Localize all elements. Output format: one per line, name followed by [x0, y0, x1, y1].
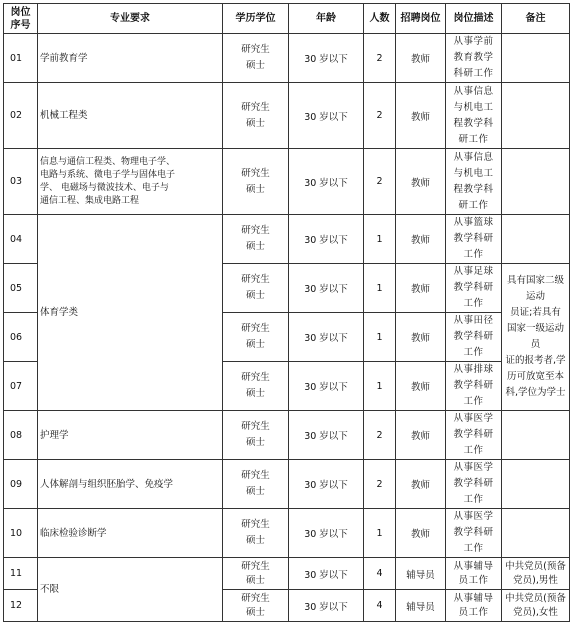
edu-cell: 研究生 硕士 — [223, 215, 289, 264]
edu-cell: 研究生 硕士 — [223, 313, 289, 362]
header-seq: 岗位序号 — [4, 4, 38, 34]
age-cell: 30 岁以下 — [289, 149, 364, 215]
table-row — [4, 411, 570, 460]
edu-cell: 研究生 硕士 — [223, 264, 289, 313]
edu-cell: 研究生 硕士 — [223, 83, 289, 149]
major-cell: 信息与通信工程类、物理电子学、 电路与系统、微电子学与固体电子 学、 电磁场与微波技术、电子与 通信工程、集成电路工程 — [38, 149, 223, 215]
age-cell: 30 岁以下 — [289, 264, 364, 313]
note-cell — [502, 460, 570, 509]
age-cell: 30 岁以下 — [289, 215, 364, 264]
count-cell: 1 — [364, 215, 396, 264]
count-cell: 2 — [364, 149, 396, 215]
major-cell: 学前教育学 — [38, 34, 223, 83]
major-cell: 人体解剖与组织胚胎学、免疫学 — [38, 460, 223, 509]
desc-cell: 从事学前 教育教学 科研工作 — [446, 34, 502, 83]
note-cell — [502, 149, 570, 215]
position-cell: 教师 — [396, 34, 446, 83]
seq-cell: 12 — [4, 590, 38, 622]
position-cell: 辅导员 — [396, 590, 446, 622]
age-cell: 30 岁以下 — [289, 590, 364, 622]
counselor-major-cell: 不限 — [38, 558, 223, 622]
note-cell: 中共党员(预备 党员),女性 — [502, 590, 570, 622]
age-cell: 30 岁以下 — [289, 313, 364, 362]
edu-cell: 研究生 硕士 — [223, 590, 289, 622]
seq-cell: 08 — [4, 411, 38, 460]
table-row — [4, 460, 570, 509]
major-cell: 护理学 — [38, 411, 223, 460]
age-cell: 30 岁以下 — [289, 558, 364, 590]
desc-cell: 从事信息 与机电工 程教学科 研工作 — [446, 83, 502, 149]
seq-cell: 01 — [4, 34, 38, 83]
count-cell: 2 — [364, 460, 396, 509]
header-desc: 岗位描述 — [446, 4, 502, 34]
position-cell: 教师 — [396, 411, 446, 460]
desc-cell: 从事田径 教学科研 工作 — [446, 313, 502, 362]
age-cell: 30 岁以下 — [289, 411, 364, 460]
pe-note-cell: 具有国家二级运动 员证;若具有 国家一级运动员 证的报考者,学 历可放宽至本 科,学位为学士 — [502, 264, 570, 411]
table-row — [4, 215, 570, 264]
table-row — [4, 83, 570, 149]
pe-major-cell: 体育学类 — [38, 215, 223, 411]
count-cell: 2 — [364, 411, 396, 460]
desc-cell: 从事篮球 教学科研 工作 — [446, 215, 502, 264]
count-cell: 4 — [364, 590, 396, 622]
seq-cell: 10 — [4, 509, 38, 558]
note-cell — [502, 509, 570, 558]
position-cell: 教师 — [396, 83, 446, 149]
recruitment-table-wrapper — [3, 3, 570, 622]
count-cell: 4 — [364, 558, 396, 590]
seq-cell: 02 — [4, 83, 38, 149]
note-cell: 中共党员(预备 党员),男性 — [502, 558, 570, 590]
major-cell: 临床检验诊断学 — [38, 509, 223, 558]
desc-cell: 从事排球 教学科研 工作 — [446, 362, 502, 411]
age-cell: 30 岁以下 — [289, 34, 364, 83]
desc-cell: 从事医学 教学科研 工作 — [446, 460, 502, 509]
seq-cell: 07 — [4, 362, 38, 411]
edu-cell: 研究生 硕士 — [223, 558, 289, 590]
header-edu: 学历学位 — [223, 4, 289, 34]
note-cell — [502, 411, 570, 460]
position-cell: 教师 — [396, 149, 446, 215]
table-row — [4, 509, 570, 558]
header-row — [4, 4, 570, 34]
count-cell: 2 — [364, 83, 396, 149]
seq-cell: 06 — [4, 313, 38, 362]
position-cell: 教师 — [396, 313, 446, 362]
desc-cell: 从事辅导 员工作 — [446, 590, 502, 622]
position-cell: 教师 — [396, 215, 446, 264]
desc-cell: 从事信息 与机电工 程教学科 研工作 — [446, 149, 502, 215]
table-row — [4, 558, 570, 590]
major-cell: 机械工程类 — [38, 83, 223, 149]
seq-cell: 09 — [4, 460, 38, 509]
seq-cell: 05 — [4, 264, 38, 313]
seq-cell: 11 — [4, 558, 38, 590]
desc-cell: 从事医学 教学科研 工作 — [446, 411, 502, 460]
recruitment-table — [3, 3, 570, 622]
age-cell: 30 岁以下 — [289, 83, 364, 149]
table-row — [4, 34, 570, 83]
header-note: 备注 — [502, 4, 570, 34]
edu-cell: 研究生 硕士 — [223, 411, 289, 460]
count-cell: 1 — [364, 264, 396, 313]
position-cell: 教师 — [396, 264, 446, 313]
desc-cell: 从事医学 教学科研 工作 — [446, 509, 502, 558]
desc-cell: 从事足球 教学科研 工作 — [446, 264, 502, 313]
edu-cell: 研究生 硕士 — [223, 34, 289, 83]
position-cell: 教师 — [396, 362, 446, 411]
header-age: 年龄 — [289, 4, 364, 34]
header-count: 人数 — [364, 4, 396, 34]
header-position: 招聘岗位 — [396, 4, 446, 34]
edu-cell: 研究生 硕士 — [223, 149, 289, 215]
note-cell — [502, 34, 570, 83]
age-cell: 30 岁以下 — [289, 509, 364, 558]
count-cell: 1 — [364, 362, 396, 411]
desc-cell: 从事辅导 员工作 — [446, 558, 502, 590]
age-cell: 30 岁以下 — [289, 460, 364, 509]
edu-cell: 研究生 硕士 — [223, 509, 289, 558]
count-cell: 1 — [364, 509, 396, 558]
position-cell: 辅导员 — [396, 558, 446, 590]
position-cell: 教师 — [396, 509, 446, 558]
seq-cell: 04 — [4, 215, 38, 264]
edu-cell: 研究生 硕士 — [223, 460, 289, 509]
count-cell: 2 — [364, 34, 396, 83]
note-cell — [502, 83, 570, 149]
edu-cell: 研究生 硕士 — [223, 362, 289, 411]
seq-cell: 03 — [4, 149, 38, 215]
note-cell — [502, 215, 570, 264]
age-cell: 30 岁以下 — [289, 362, 364, 411]
table-row — [4, 149, 570, 215]
header-major: 专业要求 — [38, 4, 223, 34]
count-cell: 1 — [364, 313, 396, 362]
position-cell: 教师 — [396, 460, 446, 509]
